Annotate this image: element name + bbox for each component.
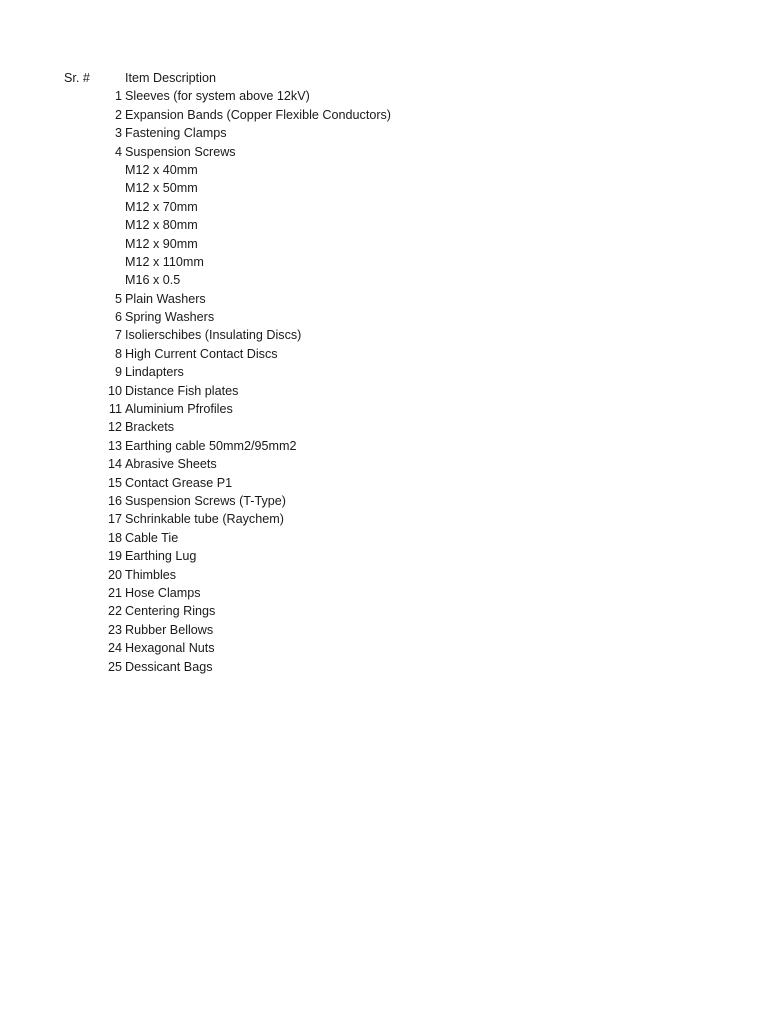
row-sr-number: 4 (114, 144, 122, 159)
row-sr-number: 19 (107, 549, 122, 564)
row-description: Rubber Bellows (125, 622, 214, 637)
table-row (0, 584, 768, 602)
table-row (0, 161, 768, 179)
table-row (0, 382, 768, 400)
row-description: Centering Rings (125, 604, 216, 619)
row-sr-number: 20 (107, 567, 122, 582)
item-list-table (0, 69, 768, 676)
row-sr-number: 3 (114, 126, 122, 141)
row-description: M16 x 0.5 (125, 273, 181, 288)
table-row (0, 326, 768, 344)
table-row (0, 308, 768, 326)
table-row (0, 106, 768, 124)
row-sr-number: 23 (107, 622, 122, 637)
row-description: Hexagonal Nuts (125, 641, 215, 656)
row-sr-number: 15 (107, 475, 122, 490)
row-sr-number: 22 (107, 604, 122, 619)
row-description: Lindapters (125, 365, 184, 380)
row-description: Spring Washers (125, 310, 215, 325)
row-sr-number: 6 (114, 310, 122, 325)
table-row (0, 566, 768, 584)
row-sr-number: 17 (107, 512, 122, 527)
row-sr-number: 25 (107, 659, 122, 674)
table-row (0, 143, 768, 161)
table-row (0, 658, 768, 676)
table-row (0, 492, 768, 510)
table-row (0, 621, 768, 639)
table-row (0, 87, 768, 105)
table-row (0, 418, 768, 436)
row-description: Distance Fish plates (125, 383, 239, 398)
table-row (0, 290, 768, 308)
row-sr-number: 16 (107, 493, 122, 508)
table-row (0, 474, 768, 492)
table-row (0, 455, 768, 473)
table-row (0, 363, 768, 381)
row-sr-number: 8 (114, 346, 122, 361)
table-row (0, 216, 768, 234)
table-row (0, 529, 768, 547)
table-row (0, 235, 768, 253)
row-description: Earthing cable 50mm2/95mm2 (125, 438, 297, 453)
header-row (0, 69, 768, 87)
row-description: Sleeves (for system above 12kV) (125, 89, 310, 104)
row-sr-number: 2 (114, 107, 122, 122)
row-sr-number: 21 (107, 585, 122, 600)
row-sr-number: 9 (114, 365, 122, 380)
table-row (0, 400, 768, 418)
table-row (0, 124, 768, 142)
table-row (0, 510, 768, 528)
table-row (0, 179, 768, 197)
row-description: Plain Washers (125, 291, 206, 306)
row-description: Expansion Bands (Copper Flexible Conductors) (125, 107, 392, 122)
row-description: Schrinkable tube (Raychem) (125, 512, 284, 527)
row-sr-number: 12 (107, 420, 122, 435)
row-description: M12 x 40mm (125, 162, 198, 177)
row-description: Earthing Lug (125, 549, 197, 564)
row-description: Abrasive Sheets (125, 457, 217, 472)
table-row (0, 639, 768, 657)
table-row (0, 198, 768, 216)
row-description: Suspension Screws (125, 144, 236, 159)
row-description: Fastening Clamps (125, 126, 227, 141)
row-description: M12 x 80mm (125, 218, 198, 233)
row-description: Cable Tie (125, 530, 179, 545)
table-row (0, 345, 768, 363)
table-row (0, 253, 768, 271)
row-sr-number: 13 (107, 438, 122, 453)
row-sr-number: 10 (107, 383, 122, 398)
row-description: M12 x 50mm (125, 181, 198, 196)
header-sr: Sr. # (64, 71, 90, 85)
table-body (0, 87, 768, 676)
row-description: Dessicant Bags (125, 659, 213, 674)
row-description: Brackets (125, 420, 174, 435)
row-description: Aluminium Pfrofiles (125, 402, 233, 417)
table-row (0, 437, 768, 455)
row-sr-number: 14 (107, 457, 122, 472)
table-row (0, 547, 768, 565)
row-sr-number: 7 (114, 328, 122, 343)
table-row (0, 602, 768, 620)
row-description: Hose Clamps (125, 585, 201, 600)
row-sr-number: 1 (114, 89, 122, 104)
row-sr-number: 11 (108, 402, 122, 417)
row-description: M12 x 70mm (125, 199, 198, 214)
table-row (0, 271, 768, 289)
row-description: M12 x 90mm (125, 236, 198, 251)
row-description: Thimbles (125, 567, 177, 582)
row-description: M12 x 110mm (125, 254, 204, 269)
row-description: Suspension Screws (T-Type) (125, 493, 286, 508)
row-sr-number: 18 (107, 530, 122, 545)
row-description: Isolierschibes (Insulating Discs) (125, 328, 302, 343)
row-description: Contact Grease P1 (125, 475, 233, 490)
row-sr-number: 5 (114, 291, 122, 306)
header-description: Item Description (125, 71, 216, 85)
row-description: High Current Contact Discs (125, 346, 278, 361)
row-sr-number: 24 (107, 641, 122, 656)
